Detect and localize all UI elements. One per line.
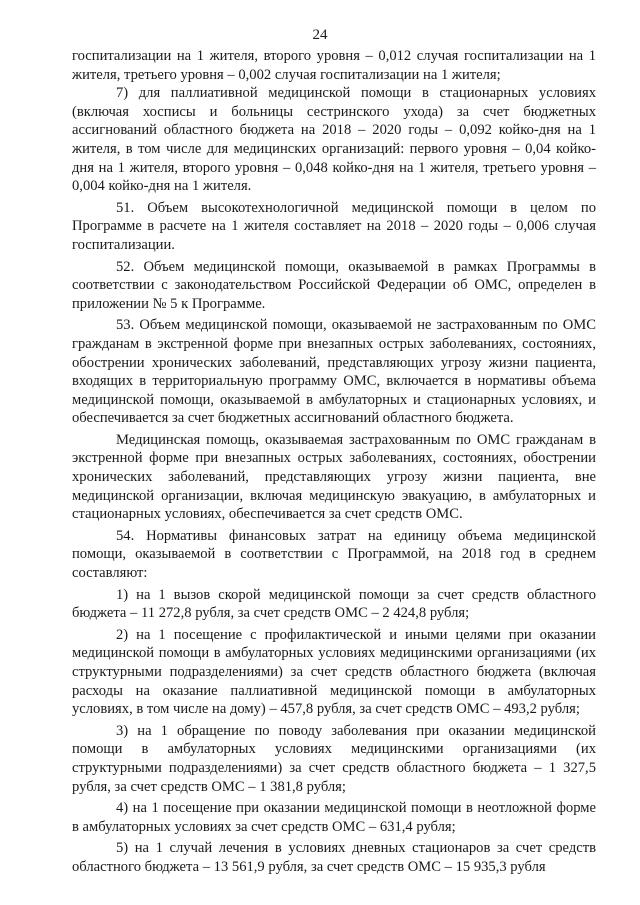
document-body <box>72 47 596 877</box>
paragraph-item-7: 7) для паллиативной медицинской помощи в стационарных условиях (включая хосписы и больницы сестринского ухода) за счет бюджетных ассигнований областного бюджета на 2018 – 2020 годы – 0,092 койко-дня на 1 жителя, в том числе для медицинских организаций: первого уровня – 0,04 койко-дня на 1 жителя, второго уровня – 0,048 койко-дня на 1 жителя, третьего уровня – 0,004 койко-дня на 1 жителя. <box>72 85 596 195</box>
page-number: 24 <box>312 27 328 43</box>
paragraph-54-item-4: 4) на 1 посещение при оказании медицинской помощи в неотложной форме в амбулаторных условиях за счет средств ОМС – 631,4 рубля; <box>72 800 596 835</box>
paragraph-54: 54. Нормативы финансовых затрат на единицу объема медицинской помощи, оказываемой в соответствии с Программой, на 2018 год в среднем составляют: <box>72 527 596 582</box>
paragraph-51: 51. Объем высокотехнологичной медицинской помощи в целом по Программе в расчете на 1 жителя составляет на 2018 – 2020 годы – 0,006 случая госпитализации. <box>72 199 596 253</box>
paragraph-53: 53. Объем медицинской помощи, оказываемой не застрахованным по ОМС гражданам в экстренной форме при внезапных острых заболеваниях, состояниях, обострении хронических заболеваний, представляющих угрозу жизни пациента, входящих в территориальную программу ОМС, включается в нормативы объема медицинской помощи, оказываемой в амбулаторных и стационарных условиях, и обеспечивается за счет бюджетных ассигнований областного бюджета. <box>72 317 596 427</box>
paragraph-54-item-1: 1) на 1 вызов скорой медицинской помощи за счет средств областного бюджета – 11 272,8 рубля, за счет средств ОМС – 2 424,8 рубля; <box>72 586 596 622</box>
paragraph-54-item-3: 3) на 1 обращение по поводу заболевания при оказании медицинской помощи в амбулаторных условиях медицинскими организациями (их структурными подразделениями) за счет средств областного бюджета – 1 327,5 рубля, за счет средств ОМС – 1 381,8 рубля; <box>72 722 596 795</box>
paragraph-52: 52. Объем медицинской помощи, оказываемой в рамках Программы в соответствии с законодательством Российской Федерации об ОМС, определен в приложении № 5 к Программе. <box>72 258 596 312</box>
paragraph-54-item-5: 5) на 1 случай лечения в условиях дневных стационаров за счет средств областного бюджета – 13 561,9 рубля, за счет средств ОМС – 15 935,3 рубля <box>72 840 596 875</box>
paragraph-emergency-care: Медицинская помощь, оказываемая застрахованным по ОМС гражданам в экстренной форме при внезапных острых заболеваниях, состояниях, обострении хронических заболеваний, представляющих угрозу жизни пациента, вне медицинской организации, включая медицинскую эвакуацию, в амбулаторных и стационарных условиях, обеспечивается за счет средств ОМС. <box>72 431 596 523</box>
paragraph-continuation: госпитализации на 1 жителя, второго уровня – 0,012 случая госпитализации на 1 жителя, третьего уровня – 0,002 случая госпитализации на 1 жителя; <box>72 48 596 83</box>
paragraph-54-item-2: 2) на 1 посещение с профилактической и иными целями при оказании медицинской помощи в амбулаторных условиях медицинскими организациями (их структурными подразделениями) за счет средств областного бюджета (включая расходы на оказание паллиативной медицинской помощи в амбулаторных условиях, в том числе на дому) – 457,8 рубля, за счет средств ОМС – 493,2 рубля; <box>72 626 596 718</box>
